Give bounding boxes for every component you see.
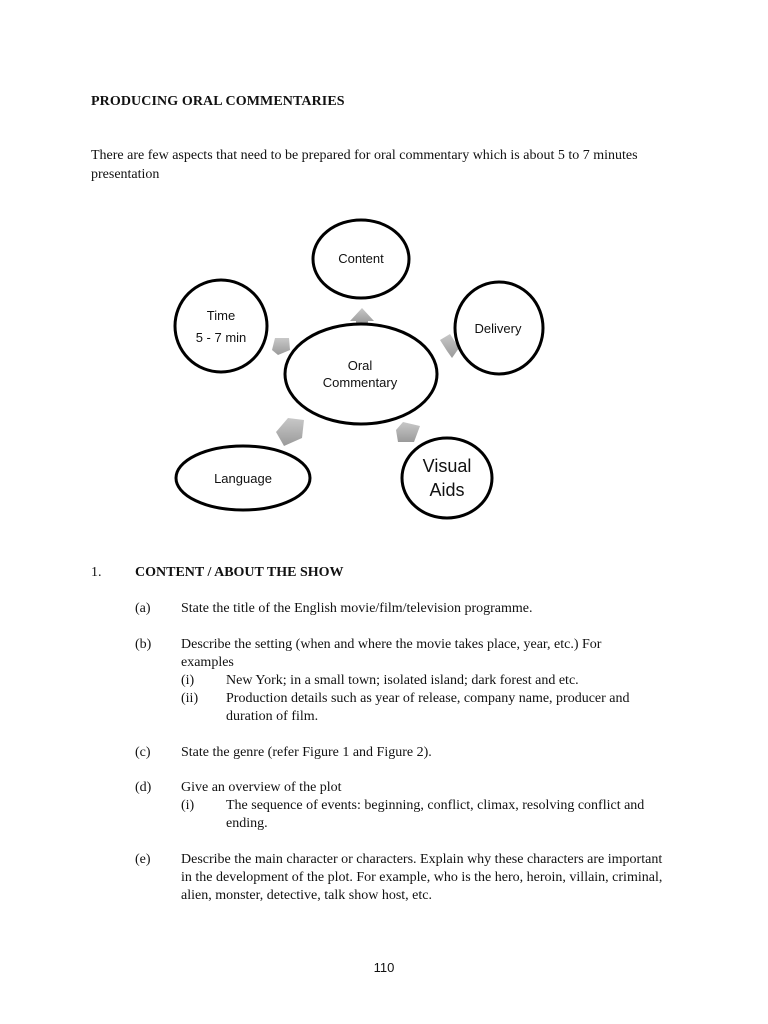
item-text-a: State the title of the English movie/film/television programme. (181, 601, 533, 616)
node-visual-aids (402, 438, 492, 518)
item-text-d: Give an overview of the plot (181, 780, 342, 795)
node-time (175, 280, 267, 372)
node-delivery-label: Delivery (474, 321, 522, 336)
node-time-label: Time (206, 308, 236, 323)
item-label-e: (e) (135, 852, 151, 867)
node-visual-aids-line2: Aids (429, 480, 465, 500)
node-visual-aids-line1: Visual (422, 456, 472, 476)
item-label-b: (b) (135, 637, 152, 652)
section-number: 1. (91, 565, 102, 580)
oral-commentary-diagram (0, 210, 768, 540)
section-title: CONTENT / ABOUT THE SHOW (135, 565, 344, 580)
item-label-a: (a) (135, 601, 151, 616)
subitem-text-b-ii: Production details such as year of release, company name, producer and duration of film. (226, 691, 630, 724)
subitem-text-d-i: The sequence of events: beginning, conflict, climax, resolving conflict and ending. (226, 798, 645, 831)
page-number: 110 (373, 960, 395, 975)
node-language-label: Language (214, 471, 272, 486)
item-text-c: State the genre (refer Figure 1 and Figure 2). (181, 745, 432, 760)
subitem-text-b-i: New York; in a small town; isolated island; dark forest and etc. (226, 673, 579, 688)
item-label-c: (c) (135, 745, 151, 760)
arrow-to-content (350, 308, 374, 323)
node-oral-commentary (285, 324, 437, 424)
node-content-label: Content (338, 251, 384, 266)
page-heading: PRODUCING ORAL COMMENTARIES (91, 94, 345, 109)
intro-paragraph: There are few aspects that need to be prepared for oral commentary which is about 5 to 7 minutes presentation (91, 148, 638, 182)
item-label-d: (d) (135, 780, 152, 795)
arrow-to-visual-aids (396, 422, 420, 442)
arrow-to-language (276, 418, 304, 446)
subitem-label-d-i: (i) (181, 798, 195, 813)
arrow-to-time (272, 338, 290, 355)
subitem-label-b-i: (i) (181, 673, 195, 688)
item-text-b: Describe the setting (when and where the movie takes place, year, etc.) For examples (181, 637, 602, 670)
item-text-e: Describe the main character or characters. Explain why these characters are important in the development of the plot. For example, who is the hero, heroin, villain, criminal, alien, monster, detective, talk show host, etc. (181, 852, 663, 903)
subitem-label-b-ii: (ii) (181, 691, 199, 706)
node-time-value: 5 - 7 min (195, 330, 247, 345)
node-center-line2: Commentary (322, 375, 398, 390)
node-center-line1: Oral (347, 358, 373, 373)
